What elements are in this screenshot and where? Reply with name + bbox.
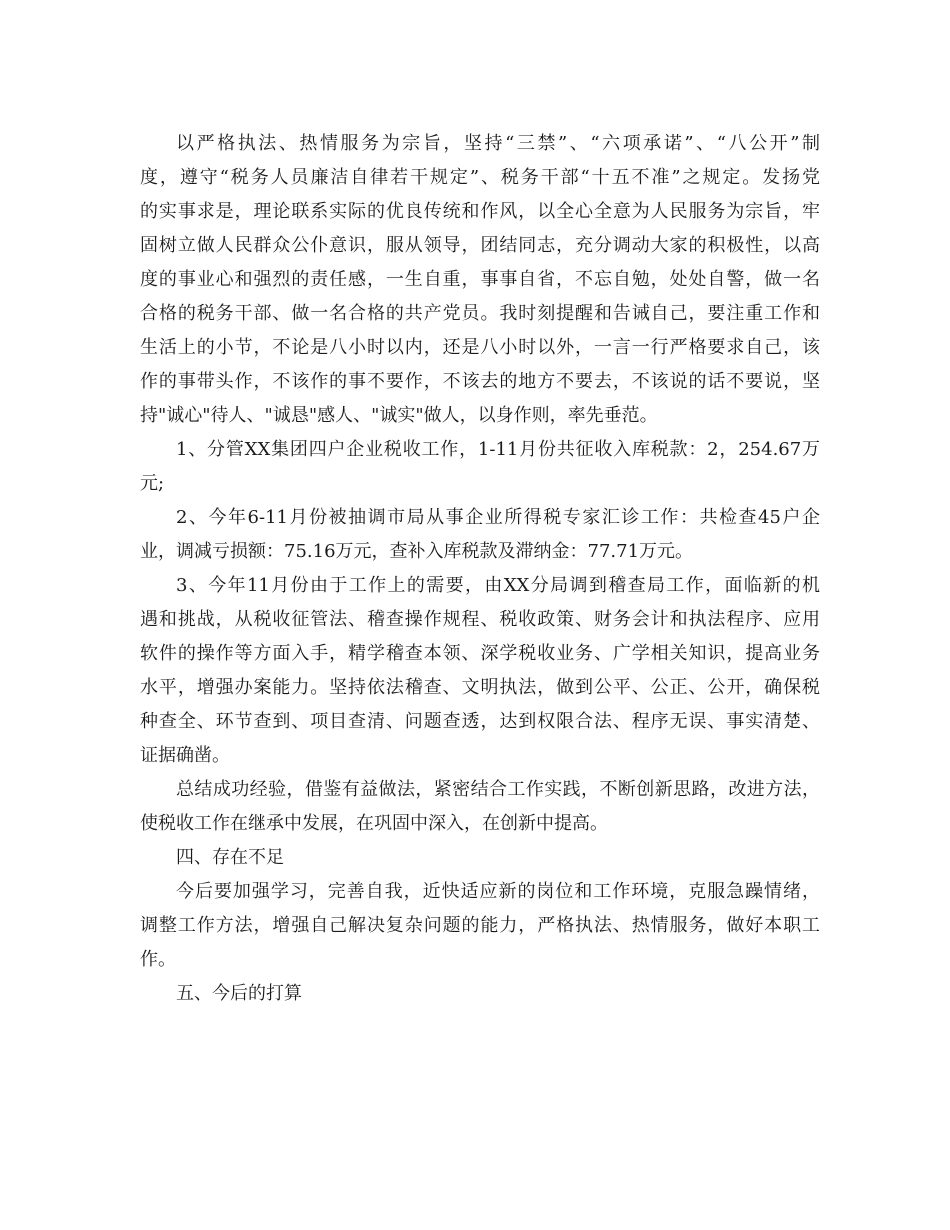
text-line: 作。	[140, 949, 176, 970]
text-line: 遇和挑战，从税收征管法、稽查操作规程、税收政策、财务会计和执法程序、应用	[140, 609, 820, 630]
text-line: 持"诚心"待人、"诚恳"感人、"诚实"做人，以身作则，率先垂范。	[140, 405, 658, 426]
text-line: 水平，增强办案能力。坚持依法稽查、文明执法，做到公平、公正、公开，确保税	[140, 677, 820, 698]
section-heading-plans: 五、今后的打算	[176, 983, 302, 1004]
section-heading-shortcomings: 四、存在不足	[176, 847, 284, 868]
text-line: 合格的税务干部、做一名合格的共产党员。我时刻提醒和告诫自己，要注重工作和	[140, 303, 820, 324]
text-line: 业，调减亏损额：75.16万元，查补入库税款及滞纳金：77.71万元。	[140, 541, 694, 562]
list-item-1: 1、分管XX集团四户企业税收工作，1-11月份共征收入库税款：2，254.67万	[176, 439, 820, 460]
text-line: 总结成功经验，借鉴有益做法，紧密结合工作实践，不断创新思路，改进方法，	[176, 779, 820, 800]
list-item-3: 3、今年11月份由于工作上的需要，由XX分局调到稽查局工作，面临新的机	[176, 575, 820, 596]
text-line: 生活上的小节，不论是八小时以内，还是八小时以外，一言一行严格要求自己，该	[140, 337, 820, 358]
text-line: 证据确凿。	[140, 745, 230, 766]
text-line: 以严格执法、热情服务为宗旨，坚持“三禁”、“六项承诺”、“八公开”制	[176, 133, 820, 154]
text-line: 固树立做人民群众公仆意识，服从领导，团结同志，充分调动大家的积极性，以高	[140, 235, 820, 256]
text-line: 元;	[140, 473, 165, 494]
document-body	[140, 127, 820, 1011]
text-line: 使税收工作在继承中发展，在巩固中深入，在创新中提高。	[140, 813, 608, 834]
text-line: 作的事带头作，不该作的事不要作，不该去的地方不要去，不该说的话不要说，坚	[140, 371, 820, 392]
text-line: 种查全、环节查到、项目查清、问题查透，达到权限合法、程序无误、事实清楚、	[140, 711, 820, 732]
text-line: 的实事求是，理论联系实际的优良传统和作风，以全心全意为人民服务为宗旨，牢	[140, 201, 820, 222]
text-line: 软件的操作等方面入手，精学稽查本领、深学税收业务、广学相关知识，提高业务	[140, 643, 820, 664]
list-item-2: 2、今年6-11月份被抽调市局从事企业所得税专家汇诊工作：共检查45户企	[176, 507, 820, 528]
text-line: 度，遵守“税务人员廉洁自律若干规定”、税务干部“十五不准”之规定。发扬党	[140, 167, 820, 188]
text-line: 今后要加强学习，完善自我，近快适应新的岗位和工作环境，克服急躁情绪，	[176, 881, 820, 902]
text-line: 度的事业心和强烈的责任感，一生自重，事事自省，不忘自勉，处处自警，做一名	[140, 269, 820, 290]
text-line: 调整工作方法，增强自己解决复杂问题的能力，严格执法、热情服务，做好本职工	[140, 915, 820, 936]
